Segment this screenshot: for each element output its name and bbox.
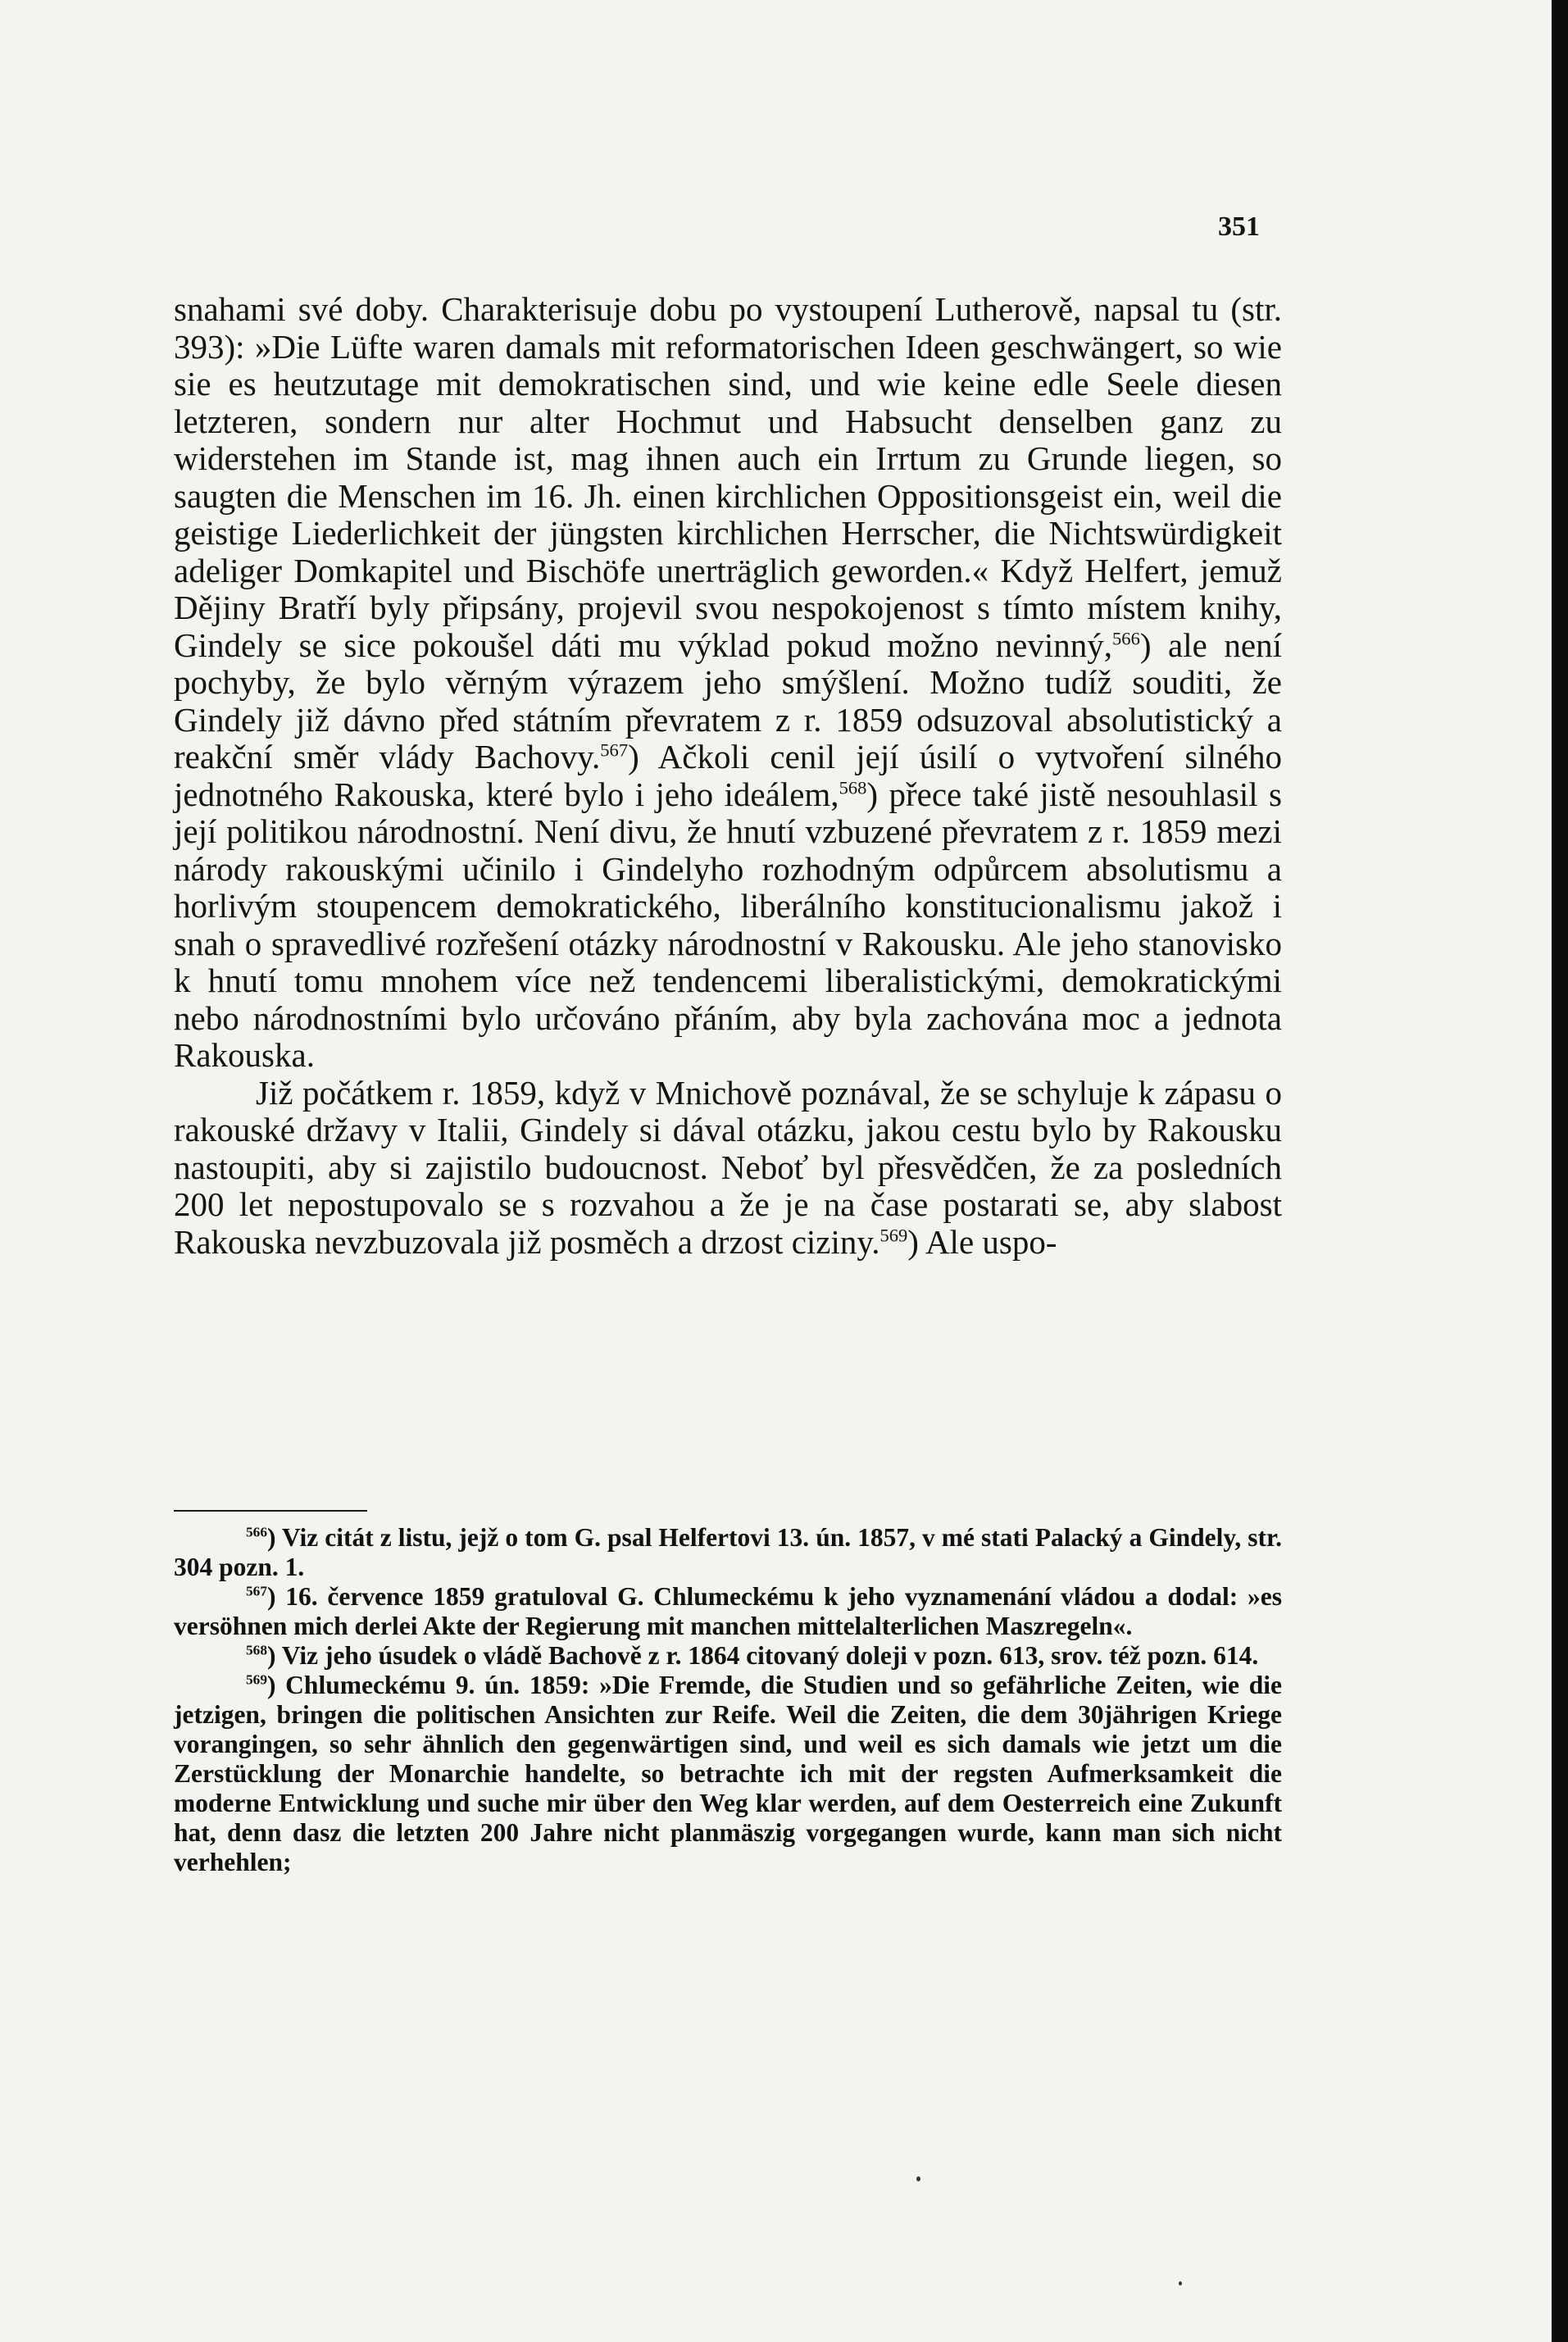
footnote-mark: 567: [246, 1583, 267, 1599]
footnote-text: ) Viz jeho úsudek o vládě Bachově z r. 1864 citovaný doleji v pozn. 613, srov. též pozn. 614.: [266, 1641, 1259, 1670]
footnote-separator: [174, 1510, 367, 1512]
footnote-mark: 566: [246, 1524, 267, 1540]
footnote-ref-568[interactable]: 568: [839, 776, 867, 798]
scan-speck: [916, 2176, 920, 2181]
footnote-mark: 568: [246, 1642, 267, 1658]
footnote-569: [174, 1671, 1282, 1877]
footnote-text: ) Chlumeckému 9. ún. 1859: »Die Fremde, die Studien und so gefährliche Zeiten, wie die jetzigen, bringen die politischen Ansichten zur Reife. Weil die Zeiten, die dem 30jährigen Kriege vorangingen, so sehr ähnlich den gegenwärtigen sind, und weil es sich damals wie jetzt um die Zerstücklung der Monarchie handelte, so betrachte ich mit der regsten Aufmerksamkeit die moderne Entwicklung und suche mir über den Weg klar werden, auf dem Oesterreich eine Zukunft hat, denn dasz die letzten 200 Jahre nicht planmäszig vorgegangen wurde, kann man sich nicht verhehlen;: [174, 1671, 1282, 1876]
text-segment: ) Ačkoli cenil její úsilí o vytvoření silného jednotného Rakouska, které bylo i jeho ideálem,: [174, 738, 1282, 813]
paragraph-2: [174, 1075, 1282, 1262]
footnote-ref-569[interactable]: 569: [879, 1224, 908, 1245]
paragraph-1: [174, 291, 1282, 1075]
text-segment: ) přece také jistě nesouhlasil s její politikou národnostní. Není divu, že hnutí vzbuzené převratem z r. 1859 mezi národy rakouskými učinilo i Gindelyho rozhodným odpůrcem absolutismu a horlivým stoupencem demokratického, liberálního konstitucionalismu jakož i snah o spravedlivé rozřešení otázky národnostní v Rakousku. Ale jeho stanovisko k hnutí tomu mnohem více než tendencemi liberalistickými, demokratickými nebo národnostními bylo určováno přáním, aby byla zachována moc a jednota Rakouska.: [174, 775, 1283, 1074]
text-segment: snahami své doby. Charakterisuje dobu po vystoupení Lutherově, napsal tu (str. 393): »Die Lüfte waren damals mit reformatorischen Ideen geschwängert, so wie sie es heutzutage mit demokratischen sind, und wie keine edle Seele diesen letzteren, sondern nur alter Hochmut und Habsucht denselben ganz zu widerstehen im Stande ist, mag ihnen auch ein Irrtum zu Grunde liegen, so saugten die Menschen im 16. Jh. einen kirchlichen Oppositionsgeist ein, weil die geistige Liederlichkeit der jüngsten kirchlichen Herrscher, die Nichtswürdigkeit adeliger Domkapitel und Bischöfe unerträglich geworden.« Když Helfert, jemuž Dějiny Bratří byly připsány, projevil svou nespokojenost s tímto místem knihy, Gindely se sice pokoušel dáti mu výklad pokud možno nevinný,: [174, 290, 1282, 664]
text-segment: ) ale není pochyby, že bylo věrným výrazem jeho smýšlení. Možno tudíž souditi, že Gindely již dávno před státním převratem z r. 1859 odsuzoval absolutistický a reakční směr vlády Bachovy.: [174, 625, 1283, 775]
footnote-566: [174, 1523, 1282, 1582]
text-segment: Již počátkem r. 1859, když v Mnichově poznával, že se schyluje k zápasu o rakouské državy v Italii, Gindely si dával otázku, jakou cestu bylo by Rakousku nastoupiti, aby si zajistilo budoucnost. Neboť byl přesvědčen, že za posledních 200 let nepostupovalo se s rozvahou a že je na čase postarati se, aby slabost Rakouska nevzbuzovala již posměch a drzost ciziny.: [174, 1073, 1282, 1261]
main-text: [174, 291, 1282, 1261]
footnote-text: ) Viz citát z listu, jejž o tom G. psal Helfertovi 13. ún. 1857, v mé stati Palacký a Gindely, str. 304 pozn. 1.: [174, 1523, 1282, 1581]
text-segment: ) Ale uspo-: [907, 1222, 1057, 1261]
footnote-567: [174, 1582, 1282, 1641]
footnote-ref-567[interactable]: 567: [600, 739, 629, 761]
footnote-text: ) 16. července 1859 gratuloval G. Chlumeckému k jeho vyznamenání vládou a dodal: »es versöhnen mich derlei Akte der Regierung mit manchen mittelalterlichen Maszregeln«.: [174, 1582, 1282, 1640]
scan-edge: [1552, 0, 1568, 2342]
page-number: 351: [1218, 211, 1260, 242]
footnote-ref-566[interactable]: 566: [1112, 627, 1140, 648]
footnote-mark: 569: [246, 1671, 267, 1688]
scan-speck: [1179, 2281, 1182, 2285]
footnote-568: [174, 1641, 1282, 1671]
footnotes: [174, 1523, 1282, 1877]
